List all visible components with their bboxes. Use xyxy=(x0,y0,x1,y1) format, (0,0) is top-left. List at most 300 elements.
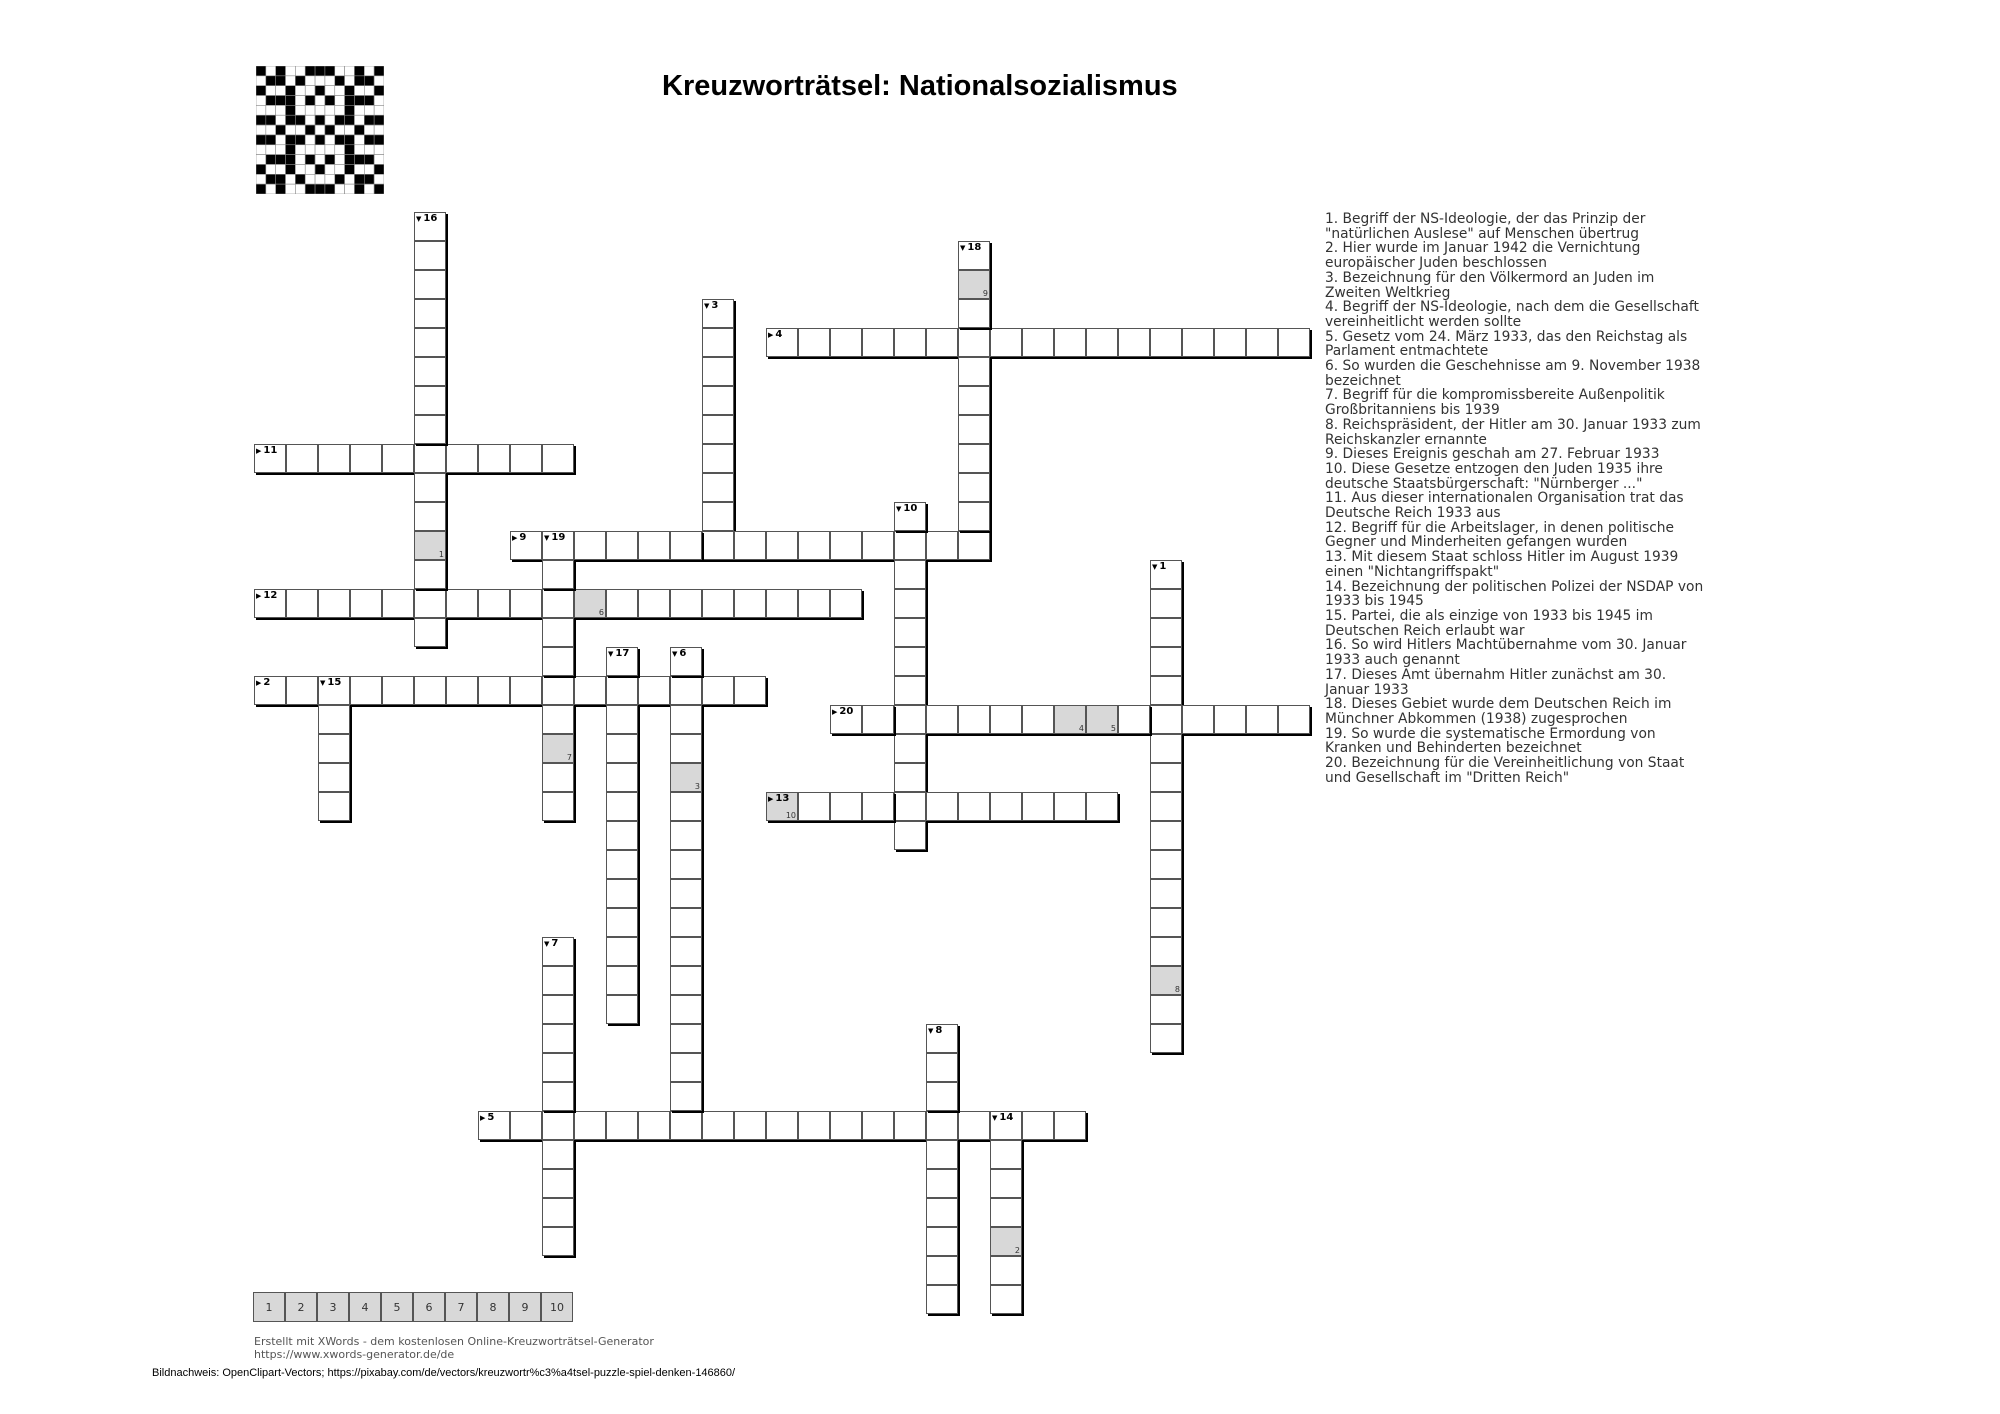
grid-cell[interactable] xyxy=(766,792,798,821)
grid-cell[interactable] xyxy=(542,995,574,1024)
page-title: Kreuzworträtsel: Nationalsozialismus xyxy=(662,70,1178,102)
grid-cell[interactable] xyxy=(414,444,446,473)
generator-credit xyxy=(254,1335,654,1361)
grid-cell[interactable] xyxy=(638,589,670,618)
grid-cell[interactable] xyxy=(990,328,1022,357)
grid-cell[interactable] xyxy=(606,676,638,705)
grid-cell[interactable] xyxy=(542,1198,574,1227)
grid-cell[interactable] xyxy=(926,1024,958,1053)
grid-cell[interactable] xyxy=(510,444,542,473)
grid-cell[interactable] xyxy=(606,995,638,1024)
grid-cell[interactable] xyxy=(542,966,574,995)
grid-cell[interactable] xyxy=(734,1111,766,1140)
grid-cell[interactable] xyxy=(670,995,702,1024)
grid-cell[interactable] xyxy=(542,1053,574,1082)
grid-cell[interactable] xyxy=(1150,734,1182,763)
grid-cell[interactable] xyxy=(990,1256,1022,1285)
grid-cell[interactable] xyxy=(574,589,606,618)
grid-cell[interactable] xyxy=(542,1140,574,1169)
grid-cell[interactable] xyxy=(862,705,894,734)
clue-number: ▶ 4 xyxy=(768,329,783,340)
grid-cell[interactable] xyxy=(670,763,702,792)
grid-cell[interactable] xyxy=(606,792,638,821)
grid-cell[interactable] xyxy=(318,763,350,792)
grid-cell[interactable] xyxy=(670,1024,702,1053)
grid-cell[interactable] xyxy=(574,676,606,705)
grid-cell[interactable] xyxy=(318,705,350,734)
solution-cell[interactable]: 10 xyxy=(541,1292,573,1322)
grid-cell[interactable] xyxy=(766,589,798,618)
grid-cell[interactable] xyxy=(1022,328,1054,357)
clue-number: ▼ 19 xyxy=(544,532,566,543)
arrow-down-icon: ▼ xyxy=(320,679,326,687)
clue-number: ▶ 5 xyxy=(480,1112,495,1123)
grid-cell[interactable] xyxy=(574,531,606,560)
grid-cell[interactable] xyxy=(670,821,702,850)
grid-cell[interactable] xyxy=(958,502,990,531)
grid-cell[interactable] xyxy=(542,1024,574,1053)
grid-cell[interactable] xyxy=(670,879,702,908)
clue-item: 11. Aus dieser internationalen Organisation trat das Deutsche Reich 1933 aus xyxy=(1325,490,1684,522)
grid-cell[interactable] xyxy=(414,618,446,647)
grid-cell[interactable] xyxy=(926,705,958,734)
grid-cell[interactable] xyxy=(670,705,702,734)
grid-cell[interactable] xyxy=(926,1169,958,1198)
grid-cell[interactable] xyxy=(702,415,734,444)
grid-cell[interactable] xyxy=(318,444,350,473)
grid-cell[interactable] xyxy=(702,676,734,705)
grid-cell[interactable] xyxy=(1150,1024,1182,1053)
grid-cell[interactable] xyxy=(542,444,574,473)
grid-cell[interactable] xyxy=(926,1111,958,1140)
grid-cell[interactable] xyxy=(542,763,574,792)
grid-cell[interactable] xyxy=(510,676,542,705)
grid-cell[interactable] xyxy=(766,328,798,357)
grid-cell[interactable] xyxy=(862,1111,894,1140)
grid-cell[interactable] xyxy=(990,1198,1022,1227)
solution-cell[interactable]: 4 xyxy=(349,1292,381,1322)
grid-cell[interactable] xyxy=(350,444,382,473)
grid-cell[interactable] xyxy=(446,444,478,473)
grid-cell[interactable] xyxy=(830,328,862,357)
grid-cell[interactable] xyxy=(1118,328,1150,357)
grid-cell[interactable] xyxy=(798,531,830,560)
grid-cell[interactable] xyxy=(1150,705,1182,734)
grid-cell[interactable] xyxy=(606,879,638,908)
grid-cell[interactable] xyxy=(1054,792,1086,821)
clue-number: ▼ 17 xyxy=(608,648,630,659)
grid-cell[interactable] xyxy=(606,1111,638,1140)
clue-number: ▶ 2 xyxy=(256,677,271,688)
grid-cell[interactable] xyxy=(702,357,734,386)
arrow-right-icon: ▶ xyxy=(768,331,774,339)
grid-cell[interactable] xyxy=(894,676,926,705)
grid-cell[interactable] xyxy=(926,1285,958,1314)
grid-cell[interactable] xyxy=(414,502,446,531)
grid-cell[interactable] xyxy=(542,1082,574,1111)
clue-item: 5. Gesetz vom 24. März 1933, das den Reichstag als Parlament entmachtete xyxy=(1325,328,1688,360)
grid-cell[interactable] xyxy=(1054,1111,1086,1140)
grid-cell[interactable] xyxy=(638,676,670,705)
grid-cell[interactable] xyxy=(350,589,382,618)
grid-cell[interactable] xyxy=(1214,705,1246,734)
grid-cell[interactable] xyxy=(606,734,638,763)
grid-cell[interactable] xyxy=(542,1111,574,1140)
grid-cell[interactable] xyxy=(670,1082,702,1111)
clue-item: 13. Mit diesem Staat schloss Hitler im August 1939 einen "Nichtangriffspakt" xyxy=(1325,549,1679,580)
grid-cell[interactable] xyxy=(542,531,574,560)
grid-cell[interactable] xyxy=(702,444,734,473)
grid-cell[interactable] xyxy=(894,1111,926,1140)
grid-cell[interactable] xyxy=(670,1053,702,1082)
grid-cell[interactable] xyxy=(606,821,638,850)
grid-cell[interactable] xyxy=(958,792,990,821)
grid-cell[interactable] xyxy=(734,531,766,560)
grid-cell[interactable] xyxy=(926,1227,958,1256)
grid-cell[interactable] xyxy=(542,705,574,734)
solution-cell[interactable]: 1 xyxy=(253,1292,285,1322)
grid-cell[interactable] xyxy=(894,734,926,763)
grid-cell[interactable] xyxy=(990,792,1022,821)
solution-cell[interactable]: 7 xyxy=(445,1292,477,1322)
solution-cell[interactable]: 6 xyxy=(413,1292,445,1322)
grid-cell[interactable] xyxy=(606,531,638,560)
grid-cell[interactable] xyxy=(990,705,1022,734)
grid-cell[interactable] xyxy=(1214,328,1246,357)
grid-cell[interactable] xyxy=(1054,328,1086,357)
grid-cell[interactable] xyxy=(702,473,734,502)
arrow-right-icon: ▶ xyxy=(256,592,262,600)
grid-cell[interactable] xyxy=(318,792,350,821)
solution-cell[interactable]: 2 xyxy=(285,1292,317,1322)
grid-cell[interactable] xyxy=(542,792,574,821)
grid-cell[interactable] xyxy=(670,734,702,763)
grid-cell[interactable] xyxy=(702,386,734,415)
grid-cell[interactable] xyxy=(542,560,574,589)
clue-number: ▼ 15 xyxy=(320,677,342,688)
grid-cell[interactable] xyxy=(1022,705,1054,734)
grid-cell[interactable] xyxy=(958,1111,990,1140)
grid-cell[interactable] xyxy=(830,705,862,734)
grid-cell[interactable] xyxy=(286,444,318,473)
grid-cell[interactable] xyxy=(510,589,542,618)
grid-cell[interactable] xyxy=(414,473,446,502)
grid-cell[interactable] xyxy=(990,1169,1022,1198)
grid-cell[interactable] xyxy=(1278,328,1310,357)
grid-cell[interactable] xyxy=(414,241,446,270)
grid-cell[interactable] xyxy=(734,676,766,705)
grid-cell[interactable] xyxy=(606,908,638,937)
clue-number: ▼ 14 xyxy=(992,1112,1014,1123)
grid-cell[interactable] xyxy=(958,415,990,444)
grid-cell[interactable] xyxy=(254,444,286,473)
arrow-down-icon: ▼ xyxy=(992,1114,998,1122)
grid-cell[interactable] xyxy=(1054,705,1086,734)
grid-cell[interactable] xyxy=(382,444,414,473)
arrow-down-icon: ▼ xyxy=(544,534,550,542)
grid-cell[interactable] xyxy=(1150,879,1182,908)
grid-cell[interactable] xyxy=(254,589,286,618)
solution-cell[interactable]: 8 xyxy=(477,1292,509,1322)
grid-cell[interactable] xyxy=(606,966,638,995)
grid-cell[interactable] xyxy=(702,531,734,560)
grid-cell[interactable] xyxy=(1150,560,1182,589)
grid-cell[interactable] xyxy=(958,473,990,502)
grid-cell[interactable] xyxy=(606,937,638,966)
solution-cell[interactable]: 9 xyxy=(509,1292,541,1322)
grid-cell[interactable] xyxy=(1022,792,1054,821)
clue-number: ▼ 10 xyxy=(896,503,918,514)
grid-cell[interactable] xyxy=(670,1111,702,1140)
grid-cell[interactable] xyxy=(318,734,350,763)
grid-cell[interactable] xyxy=(254,676,286,705)
solution-letter-number: 3 xyxy=(694,782,700,791)
grid-cell[interactable] xyxy=(1278,705,1310,734)
grid-cell[interactable] xyxy=(702,328,734,357)
grid-cell[interactable] xyxy=(414,386,446,415)
grid-cell[interactable] xyxy=(414,270,446,299)
grid-cell[interactable] xyxy=(1150,937,1182,966)
grid-cell[interactable] xyxy=(926,531,958,560)
solution-letter-number: 1 xyxy=(438,550,444,559)
grid-cell[interactable] xyxy=(734,589,766,618)
grid-cell[interactable] xyxy=(958,241,990,270)
grid-cell[interactable] xyxy=(926,1053,958,1082)
grid-cell[interactable] xyxy=(958,299,990,328)
grid-cell[interactable] xyxy=(862,328,894,357)
grid-cell[interactable] xyxy=(702,589,734,618)
grid-cell[interactable] xyxy=(798,328,830,357)
grid-cell[interactable] xyxy=(894,531,926,560)
grid-cell[interactable] xyxy=(670,908,702,937)
grid-cell[interactable] xyxy=(1150,647,1182,676)
grid-cell[interactable] xyxy=(926,1198,958,1227)
grid-cell[interactable] xyxy=(894,705,926,734)
clue-item: 15. Partei, die als einzige von 1933 bis 1945 im Deutschen Reich erlaubt war xyxy=(1325,607,1653,639)
clue-number: ▼ 16 xyxy=(416,213,438,224)
grid-cell[interactable] xyxy=(606,647,638,676)
grid-cell[interactable] xyxy=(606,763,638,792)
grid-cell[interactable] xyxy=(990,1140,1022,1169)
generator-credit-url: https://www.xwords-generator.de/de xyxy=(254,1348,455,1361)
arrow-down-icon: ▼ xyxy=(416,215,422,223)
grid-cell[interactable] xyxy=(638,531,670,560)
clue-item: 4. Begriff der NS-Ideologie, nach dem die Gesellschaft vereinheitlicht werden sollte xyxy=(1325,299,1699,330)
grid-cell[interactable] xyxy=(798,792,830,821)
grid-cell[interactable] xyxy=(926,1082,958,1111)
grid-cell[interactable] xyxy=(1150,908,1182,937)
grid-cell[interactable] xyxy=(702,502,734,531)
grid-cell[interactable] xyxy=(958,328,990,357)
grid-cell[interactable] xyxy=(670,850,702,879)
grid-cell[interactable] xyxy=(414,676,446,705)
grid-cell[interactable] xyxy=(542,937,574,966)
grid-cell[interactable] xyxy=(670,792,702,821)
grid-cell[interactable] xyxy=(894,328,926,357)
solution-letter-number: 4 xyxy=(1078,724,1084,733)
grid-cell[interactable] xyxy=(1086,328,1118,357)
grid-cell[interactable] xyxy=(958,705,990,734)
arrow-right-icon: ▶ xyxy=(480,1114,486,1122)
grid-cell[interactable] xyxy=(478,676,510,705)
grid-cell[interactable] xyxy=(638,1111,670,1140)
clue-item: 7. Begriff für die kompromissbereite Außenpolitik Großbritanniens bis 1939 xyxy=(1325,387,1665,419)
grid-cell[interactable] xyxy=(958,531,990,560)
grid-cell[interactable] xyxy=(1182,705,1214,734)
clue-item: 6. So wurden die Geschehnisse am 9. November 1938 bezeichnet xyxy=(1325,358,1701,389)
grid-cell[interactable] xyxy=(1022,1111,1054,1140)
grid-cell[interactable] xyxy=(1118,705,1150,734)
solution-cell[interactable]: 3 xyxy=(317,1292,349,1322)
grid-cell[interactable] xyxy=(958,386,990,415)
grid-cell[interactable] xyxy=(766,531,798,560)
grid-cell[interactable] xyxy=(542,676,574,705)
grid-cell[interactable] xyxy=(542,1227,574,1256)
grid-cell[interactable] xyxy=(894,792,926,821)
grid-cell[interactable] xyxy=(478,589,510,618)
grid-cell[interactable] xyxy=(894,502,926,531)
grid-cell[interactable] xyxy=(478,444,510,473)
grid-cell[interactable] xyxy=(830,531,862,560)
grid-cell[interactable] xyxy=(1150,821,1182,850)
grid-cell[interactable] xyxy=(670,966,702,995)
arrow-right-icon: ▶ xyxy=(256,679,262,687)
clue-item: 8. Reichspräsident, der Hitler am 30. Januar 1933 zum Reichskanzler ernannte xyxy=(1325,416,1701,448)
clue-item: 14. Bezeichnung der politischen Polizei der NSDAP von 1933 bis 1945 xyxy=(1325,578,1704,610)
grid-cell[interactable] xyxy=(286,589,318,618)
grid-cell[interactable] xyxy=(1246,328,1278,357)
grid-cell[interactable] xyxy=(862,531,894,560)
solution-letter-number: 9 xyxy=(982,289,988,298)
grid-cell[interactable] xyxy=(542,618,574,647)
grid-cell[interactable] xyxy=(606,589,638,618)
grid-cell[interactable] xyxy=(1150,676,1182,705)
grid-cell[interactable] xyxy=(958,444,990,473)
grid-cell[interactable] xyxy=(1150,966,1182,995)
clue-number: ▶ 12 xyxy=(256,590,278,601)
grid-cell[interactable] xyxy=(414,531,446,560)
grid-cell[interactable] xyxy=(606,850,638,879)
grid-cell[interactable] xyxy=(702,1111,734,1140)
grid-cell[interactable] xyxy=(766,1111,798,1140)
grid-cell[interactable] xyxy=(894,647,926,676)
grid-cell[interactable] xyxy=(510,1111,542,1140)
grid-cell[interactable] xyxy=(478,1111,510,1140)
grid-cell[interactable] xyxy=(670,937,702,966)
grid-cell[interactable] xyxy=(1150,618,1182,647)
grid-cell[interactable] xyxy=(606,705,638,734)
grid-cell[interactable] xyxy=(382,676,414,705)
grid-cell[interactable] xyxy=(894,589,926,618)
grid-cell[interactable] xyxy=(830,1111,862,1140)
grid-cell[interactable] xyxy=(990,1285,1022,1314)
grid-cell[interactable] xyxy=(926,1140,958,1169)
grid-cell[interactable] xyxy=(382,589,414,618)
grid-cell[interactable] xyxy=(414,560,446,589)
grid-cell[interactable] xyxy=(926,1256,958,1285)
grid-cell[interactable] xyxy=(414,357,446,386)
grid-cell[interactable] xyxy=(286,676,318,705)
grid-cell[interactable] xyxy=(1150,763,1182,792)
clue-number: ▼ 6 xyxy=(672,648,687,659)
solution-cell[interactable]: 5 xyxy=(381,1292,413,1322)
arrow-right-icon: ▶ xyxy=(768,795,774,803)
clue-item: 3. Bezeichnung für den Völkermord an Juden im Zweiten Weltkrieg xyxy=(1325,269,1655,301)
grid-cell[interactable] xyxy=(1150,589,1182,618)
grid-cell[interactable] xyxy=(990,1227,1022,1256)
grid-cell[interactable] xyxy=(1182,328,1214,357)
grid-cell[interactable] xyxy=(574,1111,606,1140)
grid-cell[interactable] xyxy=(1150,328,1182,357)
grid-cell[interactable] xyxy=(318,589,350,618)
grid-cell[interactable] xyxy=(670,647,702,676)
clue-number: ▶ 13 xyxy=(768,793,790,804)
arrow-right-icon: ▶ xyxy=(832,708,838,716)
grid-cell[interactable] xyxy=(670,589,702,618)
grid-cell[interactable] xyxy=(414,328,446,357)
grid-cell[interactable] xyxy=(1150,850,1182,879)
grid-cell[interactable] xyxy=(894,618,926,647)
grid-cell[interactable] xyxy=(542,1169,574,1198)
grid-cell[interactable] xyxy=(926,792,958,821)
grid-cell[interactable] xyxy=(798,1111,830,1140)
clue-number: ▼ 7 xyxy=(544,938,559,949)
clue-number: ▼ 3 xyxy=(704,300,719,311)
grid-cell[interactable] xyxy=(990,1111,1022,1140)
solution-word-row xyxy=(253,1292,573,1322)
grid-cell[interactable] xyxy=(414,415,446,444)
grid-cell[interactable] xyxy=(446,589,478,618)
grid-cell[interactable] xyxy=(542,589,574,618)
grid-cell[interactable] xyxy=(542,647,574,676)
grid-cell[interactable] xyxy=(894,560,926,589)
grid-cell[interactable] xyxy=(958,270,990,299)
grid-cell[interactable] xyxy=(958,357,990,386)
grid-cell[interactable] xyxy=(670,531,702,560)
grid-cell[interactable] xyxy=(798,589,830,618)
arrow-down-icon: ▼ xyxy=(1152,563,1158,571)
grid-cell[interactable] xyxy=(318,676,350,705)
grid-cell[interactable] xyxy=(1246,705,1278,734)
grid-cell[interactable] xyxy=(862,792,894,821)
clue-number: ▼ 18 xyxy=(960,242,982,253)
clue-item: 16. So wird Hitlers Machtübernahme vom 30. Januar 1933 auch genannt xyxy=(1325,637,1687,669)
image-credit: Bildnachweis: OpenClipart-Vectors; https://pixabay.com/de/vectors/kreuzwortr%c3%a4tsel-puzzle-spiel-denken-146860/ xyxy=(152,1367,736,1379)
clue-number: ▶ 9 xyxy=(512,532,527,543)
grid-cell[interactable] xyxy=(894,821,926,850)
grid-cell[interactable] xyxy=(1150,995,1182,1024)
arrow-down-icon: ▼ xyxy=(704,302,710,310)
grid-cell[interactable] xyxy=(542,734,574,763)
grid-cell[interactable] xyxy=(670,676,702,705)
grid-cell[interactable] xyxy=(830,792,862,821)
grid-cell[interactable] xyxy=(702,299,734,328)
grid-cell[interactable] xyxy=(830,589,862,618)
arrow-down-icon: ▼ xyxy=(672,650,678,658)
grid-cell[interactable] xyxy=(510,531,542,560)
grid-cell[interactable] xyxy=(414,589,446,618)
grid-cell[interactable] xyxy=(1086,705,1118,734)
clue-number: ▼ 8 xyxy=(928,1025,943,1036)
grid-cell[interactable] xyxy=(446,676,478,705)
grid-cell[interactable] xyxy=(414,212,446,241)
grid-cell[interactable] xyxy=(350,676,382,705)
grid-cell[interactable] xyxy=(926,328,958,357)
grid-cell[interactable] xyxy=(1150,792,1182,821)
grid-cell[interactable] xyxy=(894,763,926,792)
grid-cell[interactable] xyxy=(1086,792,1118,821)
grid-cell[interactable] xyxy=(414,299,446,328)
